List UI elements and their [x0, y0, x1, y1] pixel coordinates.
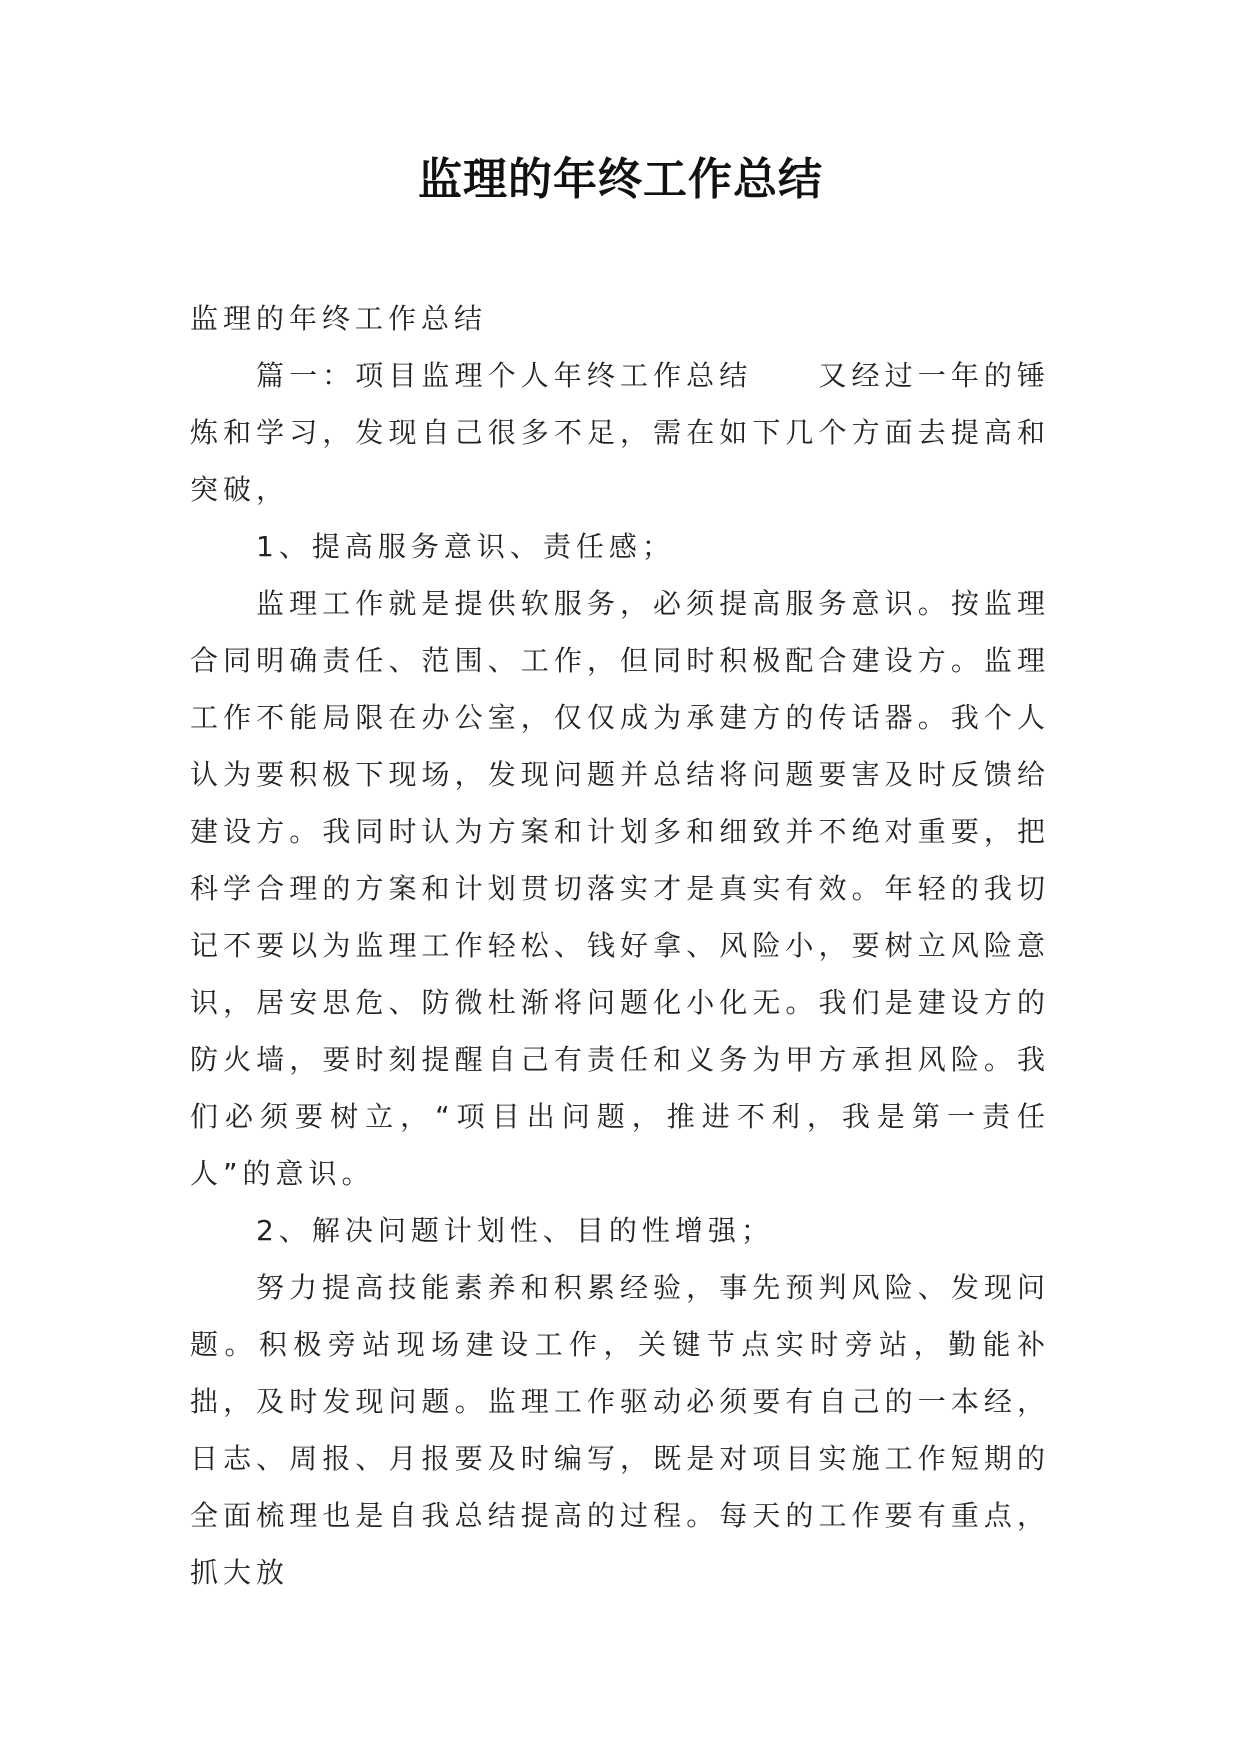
- document-body: [190, 290, 1050, 1601]
- document-title: 监理的年终工作总结: [418, 154, 823, 205]
- body-paragraph-point-1: 1、提高服务意识、责任感；: [256, 530, 675, 563]
- body-paragraph-intro: 篇一：项目监理个人年终工作总结 又经过一年的锤炼和学习，发现自己很多不足，需在如下几个方面去提高和突破，: [190, 359, 1050, 506]
- body-paragraph-skills: 努力提高技能素养和积累经验，事先预判风险、发现问题。积极旁站现场建设工作，关键节点实时旁站，勤能补拙，及时发现问题。监理工作驱动必须要有自己的一本经，日志、周报、月报要及时编写，既是对项目实施工作短期的全面梳理也是自我总结提高的过程。每天的工作要有重点，抓大放: [190, 1271, 1050, 1589]
- body-paragraph-heading: 监理的年终工作总结: [190, 302, 488, 335]
- body-paragraph-point-2: 2、解决问题计划性、目的性增强；: [256, 1214, 774, 1247]
- body-paragraph-service: 监理工作就是提供软服务，必须提高服务意识。按监理合同明确责任、范围、工作，但同时积极配合建设方。监理工作不能局限在办公室，仅仅成为承建方的传话器。我个人认为要积极下现场，发现问题并总结将问题要害及时反馈给建设方。我同时认为方案和计划多和细致并不绝对重要，把科学合理的方案和计划贯切落实才是真实有效。年轻的我切记不要以为监理工作轻松、钱好拿、风险小，要树立风险意识，居安思危、防微杜渐将问题化小化无。我们是建设方的防火墙，要时刻提醒自己有责任和义务为甲方承担风险。我们必须要树立，“项目出问题，推进不利，我是第一责任人”的意识。: [190, 587, 1050, 1190]
